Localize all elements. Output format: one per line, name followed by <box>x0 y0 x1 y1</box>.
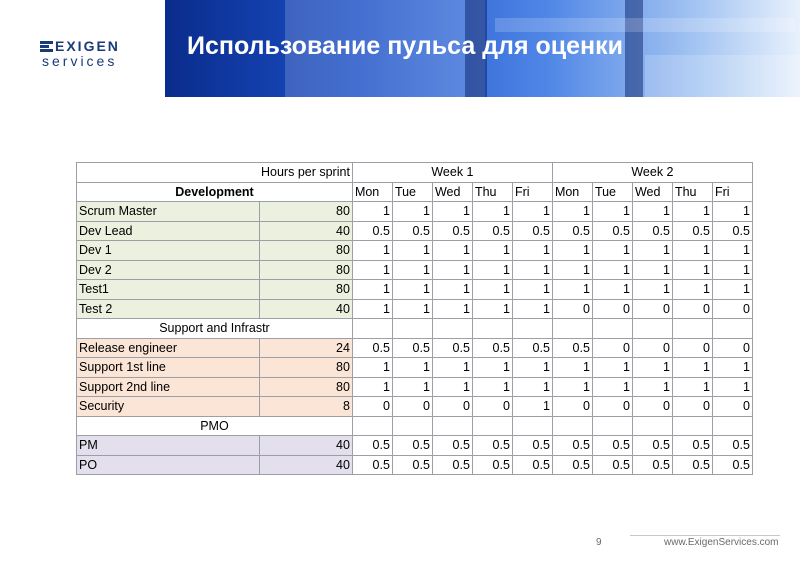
load-value: 0 <box>592 299 632 319</box>
load-value: 1 <box>632 358 672 378</box>
day-header: Mon <box>352 182 392 202</box>
load-value: 1 <box>352 241 392 261</box>
section-blank-cell <box>432 319 472 339</box>
section-blank-cell <box>552 416 592 436</box>
day-header: Mon <box>552 182 592 202</box>
load-value: 1 <box>392 299 432 319</box>
load-value: 1 <box>512 202 552 222</box>
hours-value: 80 <box>259 358 352 378</box>
table-row <box>77 241 753 261</box>
load-value: 1 <box>672 358 712 378</box>
load-value: 1 <box>552 260 592 280</box>
section-blank-cell <box>552 319 592 339</box>
load-value: 1 <box>352 260 392 280</box>
load-value: 0 <box>352 397 392 417</box>
logo-top-text: EXIGEN <box>55 38 120 54</box>
load-value: 0 <box>432 397 472 417</box>
load-value: 1 <box>512 241 552 261</box>
load-value: 1 <box>512 299 552 319</box>
section-blank-cell <box>632 319 672 339</box>
section-header-row <box>77 319 753 339</box>
load-value: 0.5 <box>352 455 392 475</box>
table-row <box>77 358 753 378</box>
hours-value: 40 <box>259 221 352 241</box>
load-value: 0.5 <box>472 221 512 241</box>
table-row <box>77 280 753 300</box>
load-value: 1 <box>472 260 512 280</box>
table-row <box>77 397 753 417</box>
load-value: 0.5 <box>712 221 752 241</box>
load-value: 1 <box>712 358 752 378</box>
section-blank-cell <box>472 319 512 339</box>
load-value: 0 <box>712 299 752 319</box>
load-value: 0.5 <box>472 436 512 456</box>
day-header: Tue <box>392 182 432 202</box>
load-value: 1 <box>352 202 392 222</box>
load-value: 1 <box>552 358 592 378</box>
section-label: Development <box>77 182 353 202</box>
load-value: 0.5 <box>352 338 392 358</box>
load-value: 1 <box>672 202 712 222</box>
pulse-table-body <box>77 163 753 475</box>
website-link[interactable]: www.ExigenServices.com <box>664 537 779 548</box>
section-blank-cell <box>512 319 552 339</box>
load-value: 1 <box>552 377 592 397</box>
load-value: 1 <box>472 241 512 261</box>
hours-value: 80 <box>259 202 352 222</box>
load-value: 1 <box>472 299 512 319</box>
load-value: 0 <box>632 397 672 417</box>
load-value: 0 <box>632 338 672 358</box>
load-value: 0.5 <box>712 436 752 456</box>
load-value: 1 <box>432 358 472 378</box>
load-value: 1 <box>432 260 472 280</box>
day-header: Wed <box>632 182 672 202</box>
load-value: 1 <box>512 397 552 417</box>
load-value: 1 <box>552 202 592 222</box>
load-value: 1 <box>352 299 392 319</box>
header-row-weeks <box>77 163 753 183</box>
table-row <box>77 377 753 397</box>
day-header: Fri <box>712 182 752 202</box>
load-value: 1 <box>552 241 592 261</box>
load-value: 0.5 <box>712 455 752 475</box>
load-value: 0.5 <box>512 455 552 475</box>
load-value: 0.5 <box>552 338 592 358</box>
pulse-table <box>76 162 753 475</box>
load-value: 0.5 <box>392 338 432 358</box>
load-value: 1 <box>592 241 632 261</box>
load-value: 1 <box>392 241 432 261</box>
load-value: 1 <box>672 280 712 300</box>
load-value: 1 <box>472 202 512 222</box>
load-value: 1 <box>672 377 712 397</box>
day-header: Thu <box>672 182 712 202</box>
hours-value: 80 <box>259 241 352 261</box>
load-value: 1 <box>592 280 632 300</box>
load-value: 1 <box>592 260 632 280</box>
load-value: 1 <box>352 280 392 300</box>
load-value: 0.5 <box>432 221 472 241</box>
load-value: 1 <box>432 299 472 319</box>
role-name: Scrum Master <box>77 202 260 222</box>
load-value: 1 <box>512 260 552 280</box>
load-value: 1 <box>632 202 672 222</box>
load-value: 0 <box>672 299 712 319</box>
table-row <box>77 338 753 358</box>
section-blank-cell <box>352 416 392 436</box>
load-value: 1 <box>712 377 752 397</box>
load-value: 0.5 <box>632 221 672 241</box>
load-value: 0.5 <box>592 455 632 475</box>
load-value: 1 <box>512 377 552 397</box>
load-value: 0 <box>472 397 512 417</box>
load-value: 0.5 <box>592 221 632 241</box>
role-name: PO <box>77 455 260 475</box>
load-value: 0.5 <box>432 436 472 456</box>
section-blank-cell <box>512 416 552 436</box>
load-value: 0.5 <box>392 455 432 475</box>
load-value: 1 <box>392 377 432 397</box>
load-value: 1 <box>432 202 472 222</box>
load-value: 0 <box>632 299 672 319</box>
load-value: 1 <box>712 260 752 280</box>
section-blank-cell <box>592 319 632 339</box>
hours-value: 24 <box>259 338 352 358</box>
role-name: PM <box>77 436 260 456</box>
section-blank-cell <box>632 416 672 436</box>
load-value: 1 <box>592 358 632 378</box>
load-value: 0.5 <box>592 436 632 456</box>
hours-header: Hours per sprint <box>259 163 352 183</box>
load-value: 0 <box>392 397 432 417</box>
load-value: 0 <box>712 338 752 358</box>
load-value: 1 <box>672 241 712 261</box>
role-name: Test 2 <box>77 299 260 319</box>
section-blank-cell <box>672 416 712 436</box>
load-value: 1 <box>472 358 512 378</box>
load-value: 1 <box>472 280 512 300</box>
load-value: 0.5 <box>512 338 552 358</box>
table-row <box>77 299 753 319</box>
section-blank-cell <box>392 319 432 339</box>
hours-value: 8 <box>259 397 352 417</box>
load-value: 1 <box>392 202 432 222</box>
load-value: 0.5 <box>552 436 592 456</box>
load-value: 1 <box>712 280 752 300</box>
section-blank-cell <box>712 319 752 339</box>
load-value: 1 <box>512 280 552 300</box>
role-name: Release engineer <box>77 338 260 358</box>
table-row <box>77 202 753 222</box>
load-value: 1 <box>432 241 472 261</box>
load-value: 0.5 <box>472 455 512 475</box>
load-value: 0 <box>592 338 632 358</box>
load-value: 0 <box>552 397 592 417</box>
role-name: Support 1st line <box>77 358 260 378</box>
section-blank-cell <box>392 416 432 436</box>
page-number: 9 <box>596 537 602 548</box>
section-blank-cell <box>712 416 752 436</box>
day-header: Wed <box>432 182 472 202</box>
role-name: Dev 1 <box>77 241 260 261</box>
load-value: 1 <box>632 280 672 300</box>
load-value: 0.5 <box>472 338 512 358</box>
header-blank <box>77 163 260 183</box>
load-value: 0.5 <box>672 221 712 241</box>
hours-value: 80 <box>259 280 352 300</box>
hours-value: 80 <box>259 260 352 280</box>
role-name: Security <box>77 397 260 417</box>
load-value: 0.5 <box>672 436 712 456</box>
section-label: PMO <box>77 416 353 436</box>
load-value: 1 <box>392 260 432 280</box>
load-value: 1 <box>712 241 752 261</box>
slide-title: Использование пульса для оценки <box>187 32 623 60</box>
hours-value: 40 <box>259 299 352 319</box>
section-blank-cell <box>592 416 632 436</box>
load-value: 1 <box>392 280 432 300</box>
role-name: Dev 2 <box>77 260 260 280</box>
load-value: 0.5 <box>672 455 712 475</box>
week2-header: Week 2 <box>552 163 752 183</box>
load-value: 0 <box>672 338 712 358</box>
hours-value: 40 <box>259 455 352 475</box>
load-value: 0.5 <box>432 455 472 475</box>
load-value: 0.5 <box>552 455 592 475</box>
footer-divider <box>630 535 780 536</box>
section-label: Support and Infrastr <box>77 319 353 339</box>
load-value: 1 <box>712 202 752 222</box>
role-name: Support 2nd line <box>77 377 260 397</box>
load-value: 0.5 <box>392 221 432 241</box>
load-value: 1 <box>352 377 392 397</box>
load-value: 1 <box>672 260 712 280</box>
load-value: 0 <box>592 397 632 417</box>
load-value: 0.5 <box>552 221 592 241</box>
hours-value: 40 <box>259 436 352 456</box>
load-value: 0.5 <box>352 436 392 456</box>
logo-bottom-text: services <box>42 53 118 69</box>
section-header-row <box>77 182 753 202</box>
load-value: 0 <box>672 397 712 417</box>
section-blank-cell <box>432 416 472 436</box>
load-value: 0.5 <box>632 436 672 456</box>
role-name: Test1 <box>77 280 260 300</box>
load-value: 1 <box>632 241 672 261</box>
table-row <box>77 455 753 475</box>
table-row <box>77 221 753 241</box>
load-value: 1 <box>552 280 592 300</box>
day-header: Tue <box>592 182 632 202</box>
exigen-mark-icon <box>40 41 53 52</box>
section-blank-cell <box>672 319 712 339</box>
load-value: 1 <box>352 358 392 378</box>
load-value: 0.5 <box>512 221 552 241</box>
load-value: 1 <box>632 260 672 280</box>
load-value: 0.5 <box>352 221 392 241</box>
load-value: 0 <box>712 397 752 417</box>
hours-value: 80 <box>259 377 352 397</box>
section-blank-cell <box>472 416 512 436</box>
day-header: Fri <box>512 182 552 202</box>
table-row <box>77 436 753 456</box>
day-header: Thu <box>472 182 512 202</box>
load-value: 1 <box>432 377 472 397</box>
load-value: 0.5 <box>432 338 472 358</box>
role-name: Dev Lead <box>77 221 260 241</box>
section-blank-cell <box>352 319 392 339</box>
load-value: 1 <box>592 202 632 222</box>
table-row <box>77 260 753 280</box>
week1-header: Week 1 <box>352 163 552 183</box>
load-value: 1 <box>392 358 432 378</box>
load-value: 1 <box>512 358 552 378</box>
load-value: 1 <box>632 377 672 397</box>
load-value: 0.5 <box>512 436 552 456</box>
load-value: 0 <box>552 299 592 319</box>
load-value: 0.5 <box>632 455 672 475</box>
load-value: 1 <box>472 377 512 397</box>
load-value: 1 <box>432 280 472 300</box>
load-value: 0.5 <box>392 436 432 456</box>
section-header-row <box>77 416 753 436</box>
exigen-logo <box>40 38 160 70</box>
load-value: 1 <box>592 377 632 397</box>
